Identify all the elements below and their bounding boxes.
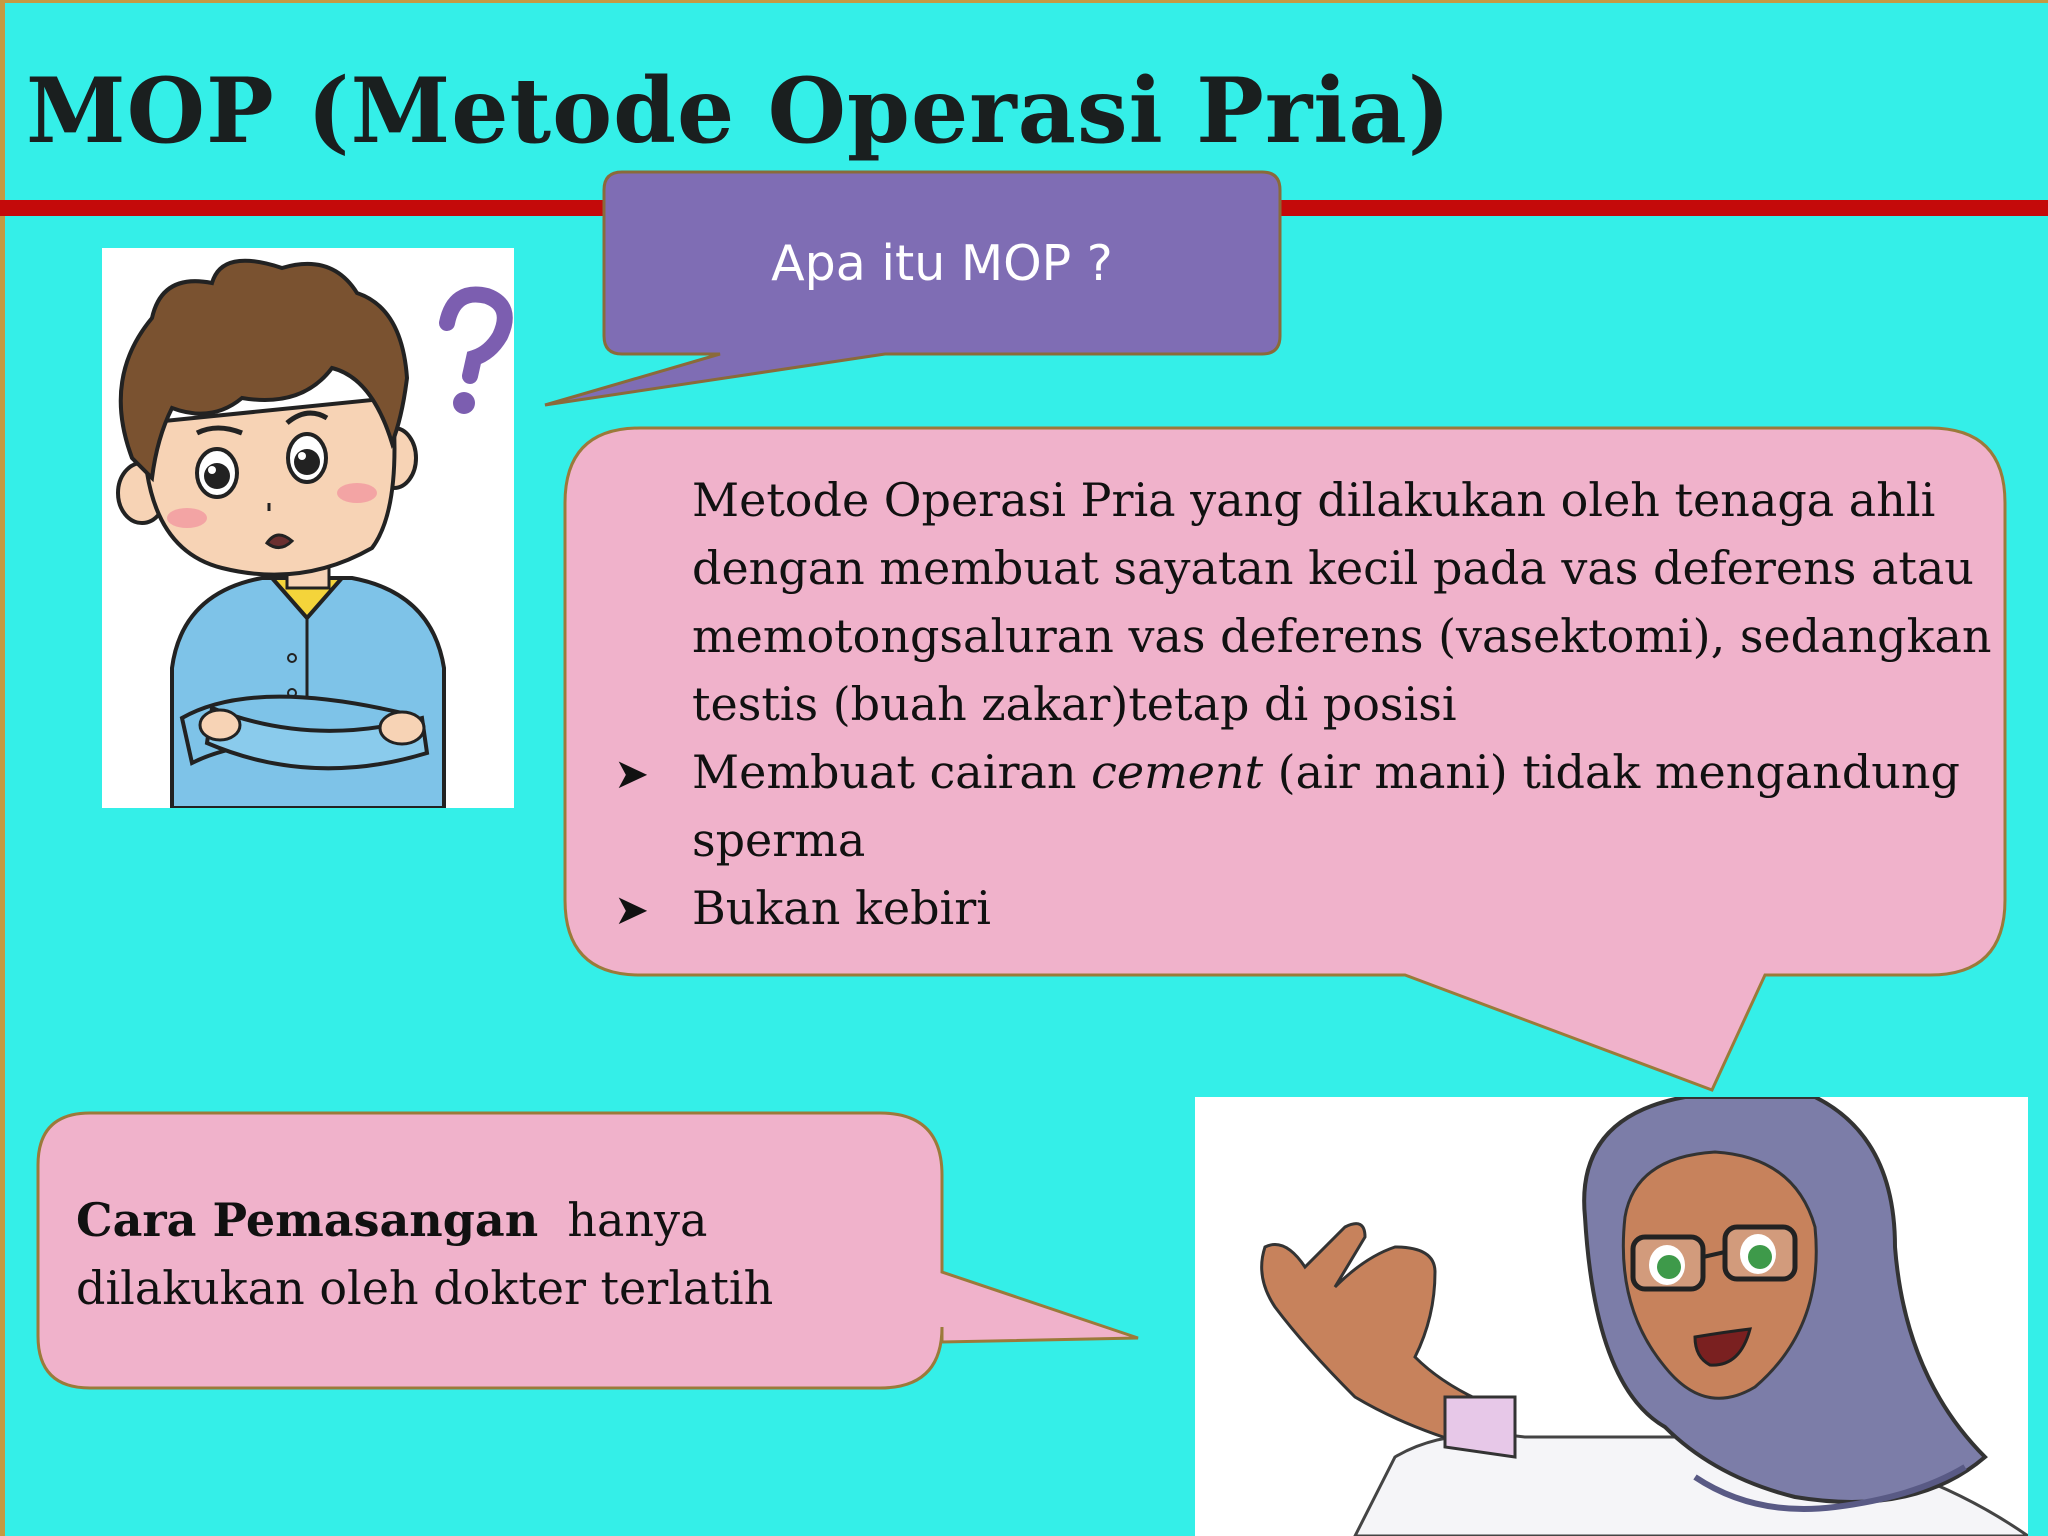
definition-paragraph: Metode Operasi Pria yang dilakukan oleh tenaga ahli dengan membuat sayatan kecil pada vas deferens atau memotongsaluran vas deferens (vasektomi), sedangkan testis (buah zakar)tetap di posisi: [692, 473, 1992, 731]
bullet-text-after: (air mani) tidak mengandung sperma: [692, 745, 1961, 867]
installation-label: Cara Pemasangan: [76, 1193, 539, 1247]
bullet-item: [612, 874, 2002, 942]
slide-title: MOP (Metode Operasi Pria): [26, 58, 1452, 164]
bullet-item: [612, 738, 2002, 874]
installation-description: hanya dilakukan oleh dokter terlatih: [76, 1193, 774, 1315]
arrowhead-bullet-icon: ➤: [614, 749, 650, 798]
bullet-text-before: Membuat cairan: [692, 745, 1092, 799]
bullet-text-before: Bukan kebiri: [692, 881, 991, 935]
question-bubble-text: Apa itu MOP ?: [771, 234, 1113, 292]
definition-text-block: [612, 466, 2002, 942]
installation-text: [76, 1186, 916, 1322]
arrowhead-bullet-icon: ➤: [614, 885, 650, 934]
bullet-emphasis: cement: [1091, 745, 1264, 799]
